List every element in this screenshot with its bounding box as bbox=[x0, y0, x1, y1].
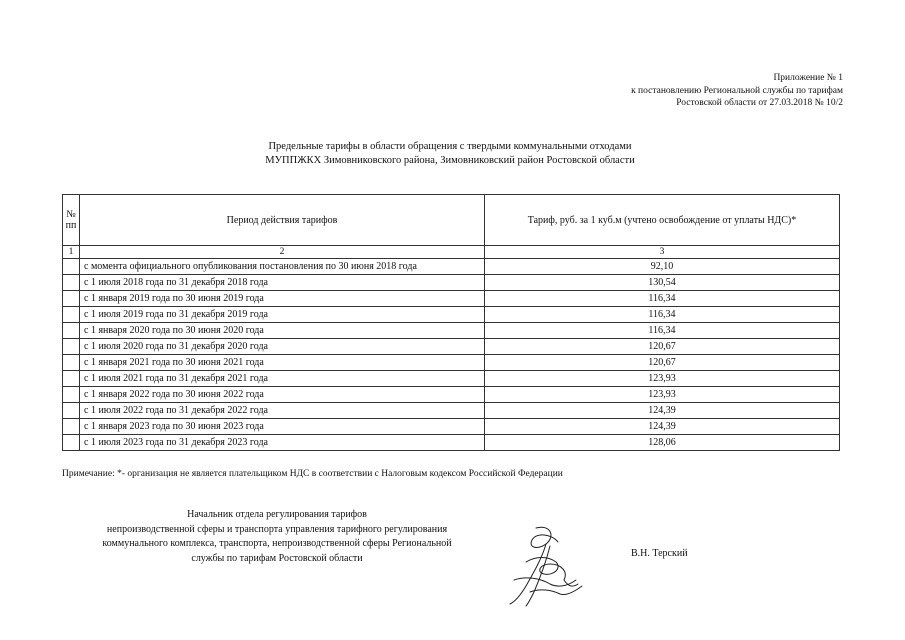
table-row bbox=[63, 323, 840, 339]
row-tariff: 120,67 bbox=[485, 355, 840, 371]
signature-icon bbox=[506, 522, 590, 608]
row-tariff: 92,10 bbox=[485, 259, 840, 275]
table-row bbox=[63, 339, 840, 355]
header-number: № пп bbox=[63, 195, 80, 246]
row-tariff: 120,67 bbox=[485, 339, 840, 355]
header-row bbox=[63, 195, 840, 246]
annex-resolution: к постановлению Региональной службы по тарифам bbox=[631, 85, 843, 96]
row-number bbox=[63, 275, 80, 291]
table-row bbox=[63, 419, 840, 435]
row-period: с 1 июля 2020 года по 31 декабря 2020 года bbox=[80, 339, 485, 355]
header-period: Период действия тарифов bbox=[80, 195, 485, 246]
row-number bbox=[63, 291, 80, 307]
official-line-3: коммунального комплекса, транспорта, непроизводственной сферы Региональной bbox=[102, 538, 452, 549]
row-number bbox=[63, 323, 80, 339]
row-number bbox=[63, 259, 80, 275]
row-tariff: 116,34 bbox=[485, 307, 840, 323]
footnote: Примечание: *- организация не является плательщиком НДС в соответствии с Налоговым кодексом Российской Федерации bbox=[62, 469, 563, 479]
official-line-2: непроизводственной сферы и транспорта управления тарифного регулирования bbox=[106, 523, 448, 535]
official-title bbox=[62, 508, 492, 566]
official-line-1: Начальник отдела регулирования тарифов bbox=[187, 509, 367, 520]
row-tariff: 116,34 bbox=[485, 323, 840, 339]
row-tariff: 116,34 bbox=[485, 291, 840, 307]
table-row bbox=[63, 307, 840, 323]
annex-title: Приложение № 1 bbox=[773, 73, 843, 83]
row-number bbox=[63, 355, 80, 371]
row-number bbox=[63, 419, 80, 435]
table-row bbox=[63, 403, 840, 419]
table-row bbox=[63, 387, 840, 403]
column-number-row bbox=[63, 246, 840, 259]
row-tariff: 128,06 bbox=[485, 435, 840, 451]
row-number bbox=[63, 403, 80, 419]
annex-date: Ростовской области от 27.03.2018 № 10/2 bbox=[676, 98, 843, 108]
table-row bbox=[63, 259, 840, 275]
row-tariff: 123,93 bbox=[485, 387, 840, 403]
table-row bbox=[63, 371, 840, 387]
row-period: с 1 июля 2023 года по 31 декабря 2023 года bbox=[80, 435, 485, 451]
row-tariff: 124,39 bbox=[485, 419, 840, 435]
table-row bbox=[63, 355, 840, 371]
row-number bbox=[63, 339, 80, 355]
row-period: с 1 января 2021 года по 30 июня 2021 года bbox=[80, 355, 485, 371]
official-line-4: службы по тарифам Ростовской области bbox=[191, 552, 363, 564]
row-period: с 1 июля 2022 года по 31 декабря 2022 года bbox=[80, 403, 485, 419]
row-number bbox=[63, 387, 80, 403]
row-period: с 1 июля 2021 года по 31 декабря 2021 года bbox=[80, 371, 485, 387]
table-row bbox=[63, 275, 840, 291]
row-tariff: 130,54 bbox=[485, 275, 840, 291]
row-number bbox=[63, 435, 80, 451]
row-period: с 1 января 2023 года по 30 июня 2023 года bbox=[80, 419, 485, 435]
row-tariff: 124,39 bbox=[485, 403, 840, 419]
table-row bbox=[63, 435, 840, 451]
row-number bbox=[63, 307, 80, 323]
title-line-2: МУППЖКХ Зимовниковского района, Зимовниковский район Ростовской области bbox=[265, 154, 635, 166]
row-period: с момента официального опубликования постановления по 30 июня 2018 года bbox=[80, 259, 485, 275]
row-period: с 1 июля 2018 года по 31 декабря 2018 года bbox=[80, 275, 485, 291]
annex-reference bbox=[631, 72, 843, 110]
column-number: 1 bbox=[63, 246, 80, 259]
row-number bbox=[63, 371, 80, 387]
row-period: с 1 июля 2019 года по 31 декабря 2019 года bbox=[80, 307, 485, 323]
tariff-table bbox=[62, 194, 840, 451]
row-tariff: 123,93 bbox=[485, 371, 840, 387]
header-tariff: Тариф, руб. за 1 куб.м (учтено освобождение от уплаты НДС)* bbox=[485, 195, 840, 246]
row-period: с 1 января 2022 года по 30 июня 2022 года bbox=[80, 387, 485, 403]
document-title bbox=[60, 140, 840, 167]
row-period: с 1 января 2019 года по 30 июня 2019 года bbox=[80, 291, 485, 307]
table-row bbox=[63, 291, 840, 307]
signer-name: В.Н. Терский bbox=[631, 548, 688, 559]
column-number: 2 bbox=[80, 246, 485, 259]
row-period: с 1 января 2020 года по 30 июня 2020 года bbox=[80, 323, 485, 339]
column-number: 3 bbox=[485, 246, 840, 259]
title-line-1: Предельные тарифы в области обращения с твердыми коммунальными отходами bbox=[268, 141, 632, 152]
